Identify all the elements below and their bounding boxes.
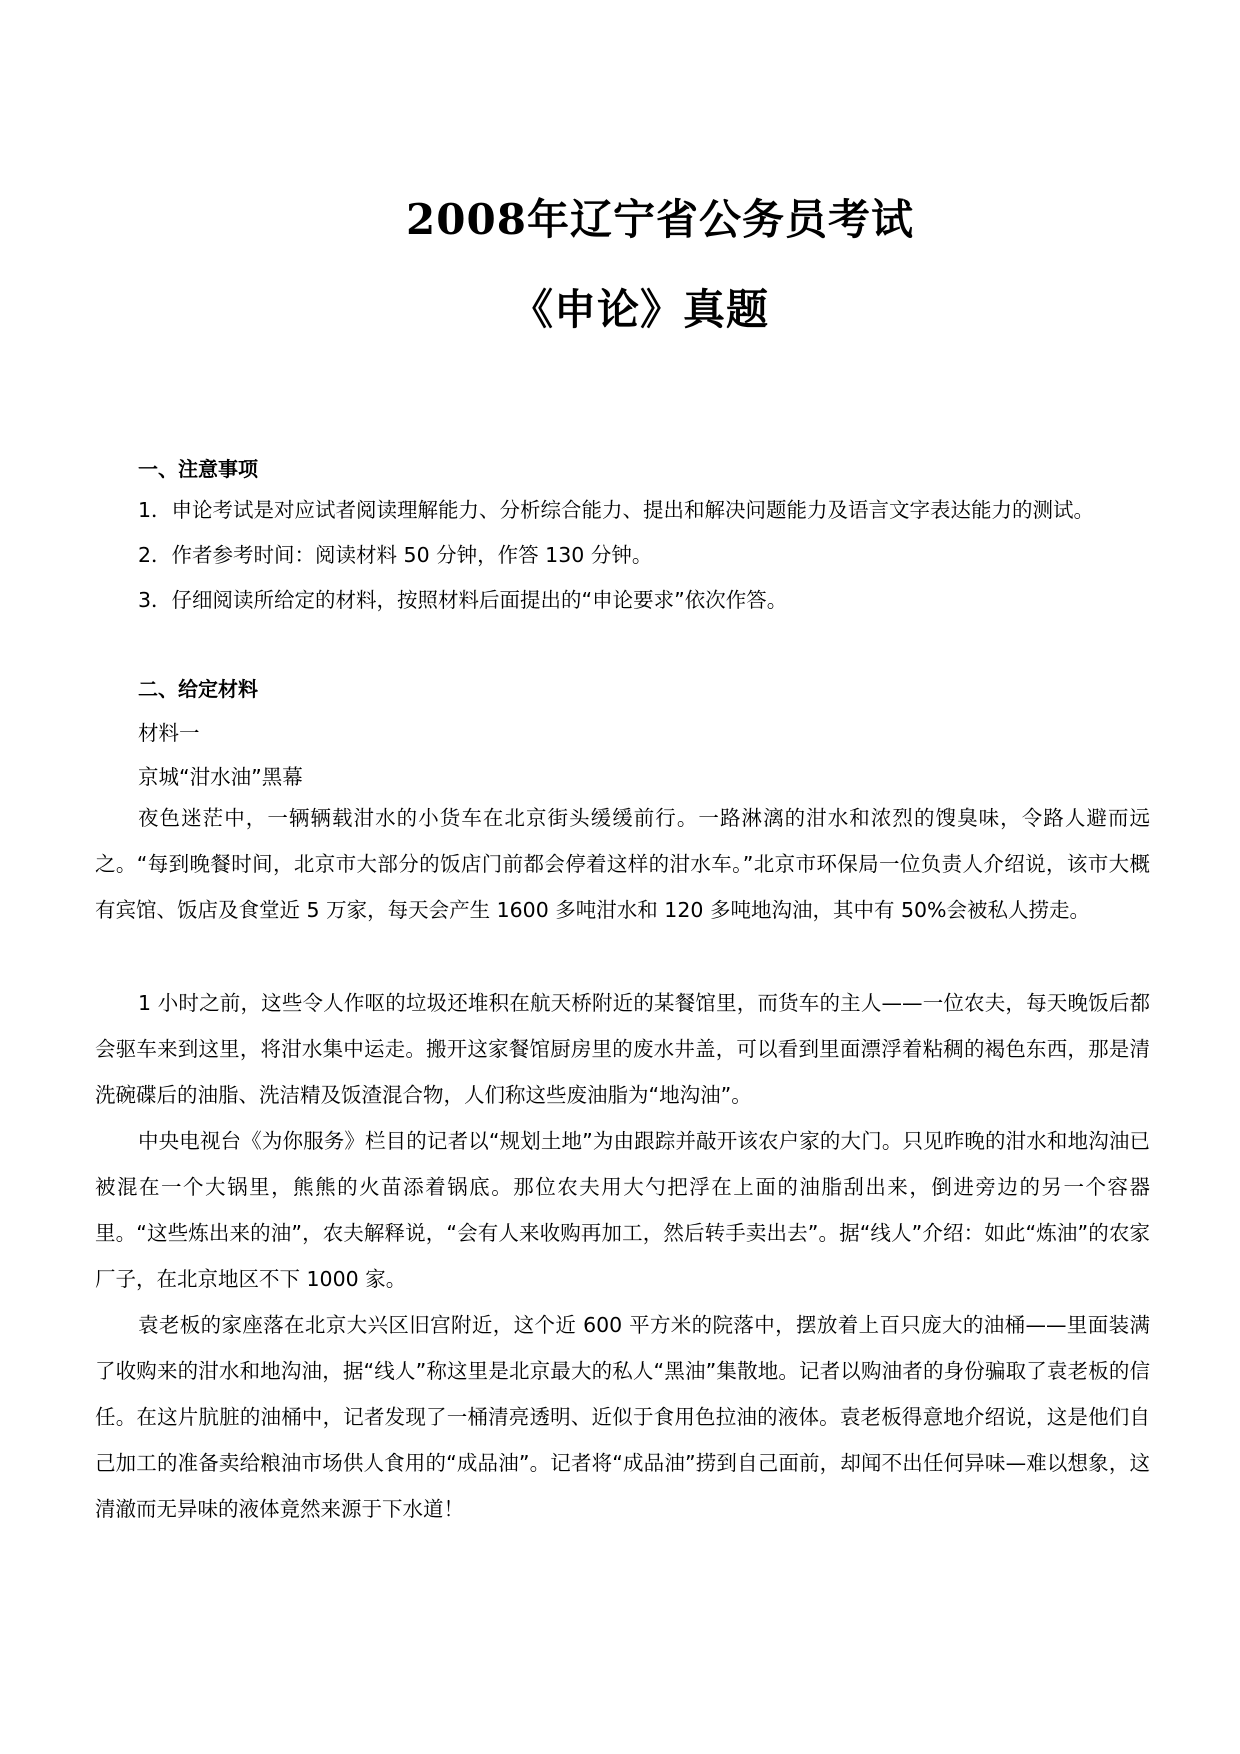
section-heading-materials: 二、给定材料 [138,677,258,701]
material-paragraph: 中央电视台《为你服务》栏目的记者以“规划土地”为由跟踪并敲开该农户家的大门。只见昨晚的泔水和地沟油已被混在一个大锅里，熊熊的火苗添着锅底。那位农夫用大勺把浮在上面的油脂刮出来，倒进旁边的另一个容器里。“这些炼出来的油”，农夫解释说，“会有人来收购再加工，然后转手卖出去”。据“线人”介绍：如此“炼油”的农家厂子，在北京地区不下 1000 家。 [95,1129,1150,1291]
notice-item: 2．作者参考时间：阅读材料 50 分钟，作答 130 分钟。 [138,543,653,567]
material-paragraph: 袁老板的家座落在北京大兴区旧宫附近，这个近 600 平方米的院落中，摆放着上百只庞大的油桶——里面装满了收购来的泔水和地沟油，据“线人”称这里是北京最大的私人“黑油”集散地。记者以购油者的身份骗取了袁老板的信任。在这片肮脏的油桶中，记者发现了一桶清亮透明、近似于食用色拉油的液体。袁老板得意地介绍说，这是他们自己加工的准备卖给粮油市场供人食用的“成品油”。记者将“成品油”捞到自己面前，却闻不出任何异味—难以想象，这清澈而无异味的液体竟然来源于下水道！ [95,1313,1150,1521]
section-heading-notes: 一、注意事项 [138,457,258,481]
notice-item: 3．仔细阅读所给定的材料，按照材料后面提出的“申论要求”依次作答。 [138,588,788,612]
material-title: 京城“泔水油”黑幕 [138,765,303,789]
document-subtitle: 《申论》真题 [510,285,769,334]
notice-item: 1．申论考试是对应试者阅读理解能力、分析综合能力、提出和解决问题能力及语言文字表达能力的测试。 [138,498,1095,522]
document-title: 2008年辽宁省公务员考试 [406,195,914,244]
material-paragraph: 1 小时之前，这些令人作呕的垃圾还堆积在航天桥附近的某餐馆里，而货车的主人——一位农夫，每天晚饭后都会驱车来到这里，将泔水集中运走。搬开这家餐馆厨房里的废水井盖，可以看到里面漂浮着粘稠的褐色东西，那是清洗碗碟后的油脂、洗洁精及饭渣混合物，人们称这些废油脂为“地沟油”。 [95,991,1150,1107]
material-paragraph: 夜色迷茫中，一辆辆载泔水的小货车在北京街头缓缓前行。一路淋漓的泔水和浓烈的馊臭味，令路人避而远之。“每到晚餐时间，北京市大部分的饭店门前都会停着这样的泔水车。”北京市环保局一位负责人介绍说，该市大概有宾馆、饭店及食堂近 5 万家，每天会产生 1600 多吨泔水和 120 多吨地沟油，其中有 50%会被私人捞走。 [95,806,1150,922]
material-label: 材料一 [138,721,200,745]
